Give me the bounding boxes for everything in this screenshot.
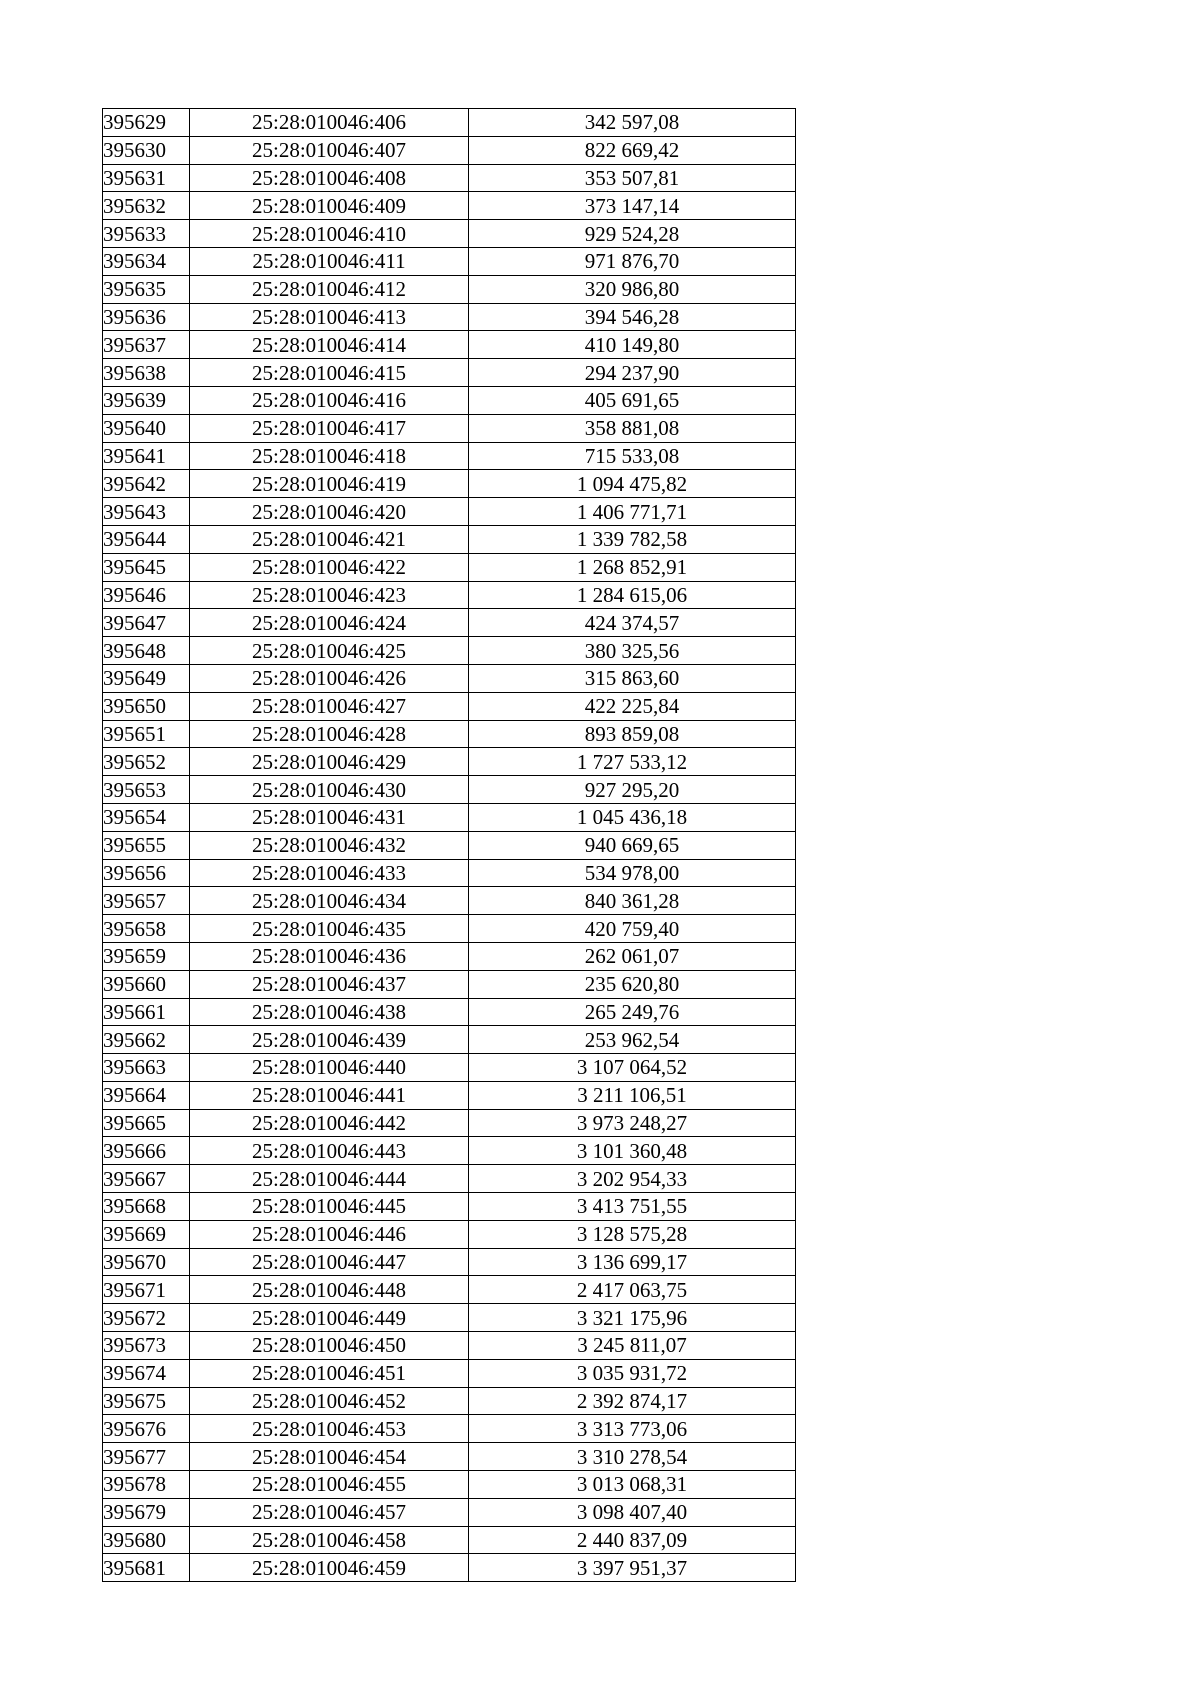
value-cell: 3 397 951,37	[469, 1554, 796, 1582]
row-number-cell: 395645	[103, 553, 190, 581]
table-row	[103, 915, 796, 943]
row-number-cell: 395644	[103, 525, 190, 553]
value-cell: 3 098 407,40	[469, 1498, 796, 1526]
table-row	[103, 1498, 796, 1526]
value-cell: 235 620,80	[469, 970, 796, 998]
value-cell: 405 691,65	[469, 386, 796, 414]
value-cell: 265 249,76	[469, 998, 796, 1026]
cadastral-number-cell: 25:28:010046:426	[190, 664, 469, 692]
table-row	[103, 998, 796, 1026]
table-row	[103, 720, 796, 748]
cadastral-number-cell: 25:28:010046:419	[190, 470, 469, 498]
cadastral-number-cell: 25:28:010046:455	[190, 1471, 469, 1499]
row-number-cell: 395638	[103, 359, 190, 387]
cadastral-number-cell: 25:28:010046:423	[190, 581, 469, 609]
table-row	[103, 581, 796, 609]
row-number-cell: 395646	[103, 581, 190, 609]
cadastral-number-cell: 25:28:010046:407	[190, 136, 469, 164]
cadastral-number-cell: 25:28:010046:420	[190, 498, 469, 526]
value-cell: 3 035 931,72	[469, 1359, 796, 1387]
value-cell: 840 361,28	[469, 887, 796, 915]
table-row	[103, 1026, 796, 1054]
value-cell: 3 013 068,31	[469, 1471, 796, 1499]
row-number-cell: 395652	[103, 748, 190, 776]
cadastral-number-cell: 25:28:010046:454	[190, 1443, 469, 1471]
table-row	[103, 664, 796, 692]
table-row	[103, 887, 796, 915]
row-number-cell: 395654	[103, 803, 190, 831]
value-cell: 3 128 575,28	[469, 1220, 796, 1248]
cadastral-number-cell: 25:28:010046:429	[190, 748, 469, 776]
cadastral-number-cell: 25:28:010046:442	[190, 1109, 469, 1137]
cadastral-number-cell: 25:28:010046:435	[190, 915, 469, 943]
value-cell: 394 546,28	[469, 303, 796, 331]
cadastral-number-cell: 25:28:010046:437	[190, 970, 469, 998]
table-row	[103, 1248, 796, 1276]
cadastral-number-cell: 25:28:010046:449	[190, 1304, 469, 1332]
cadastral-number-cell: 25:28:010046:434	[190, 887, 469, 915]
cadastral-number-cell: 25:28:010046:457	[190, 1498, 469, 1526]
cadastral-number-cell: 25:28:010046:443	[190, 1137, 469, 1165]
row-number-cell: 395663	[103, 1054, 190, 1082]
value-cell: 3 211 106,51	[469, 1081, 796, 1109]
value-cell: 1 268 852,91	[469, 553, 796, 581]
row-number-cell: 395637	[103, 331, 190, 359]
cadastral-number-cell: 25:28:010046:431	[190, 803, 469, 831]
value-cell: 929 524,28	[469, 220, 796, 248]
value-cell: 2 417 063,75	[469, 1276, 796, 1304]
value-cell: 320 986,80	[469, 275, 796, 303]
table-row	[103, 637, 796, 665]
value-cell: 1 339 782,58	[469, 525, 796, 553]
cadastral-number-cell: 25:28:010046:448	[190, 1276, 469, 1304]
cadastral-number-cell: 25:28:010046:411	[190, 247, 469, 275]
row-number-cell: 395642	[103, 470, 190, 498]
table-row	[103, 1276, 796, 1304]
row-number-cell: 395678	[103, 1471, 190, 1499]
row-number-cell: 395653	[103, 776, 190, 804]
table-row	[103, 1332, 796, 1360]
row-number-cell: 395647	[103, 609, 190, 637]
cadastral-number-cell: 25:28:010046:459	[190, 1554, 469, 1582]
cadastral-number-cell: 25:28:010046:425	[190, 637, 469, 665]
row-number-cell: 395667	[103, 1165, 190, 1193]
value-cell: 1 406 771,71	[469, 498, 796, 526]
cadastral-number-cell: 25:28:010046:412	[190, 275, 469, 303]
table-row	[103, 109, 796, 137]
table-row	[103, 1220, 796, 1248]
row-number-cell: 395677	[103, 1443, 190, 1471]
table-row	[103, 748, 796, 776]
cadastral-number-cell: 25:28:010046:414	[190, 331, 469, 359]
value-cell: 3 973 248,27	[469, 1109, 796, 1137]
value-cell: 2 440 837,09	[469, 1526, 796, 1554]
value-cell: 342 597,08	[469, 109, 796, 137]
table-row	[103, 859, 796, 887]
row-number-cell: 395659	[103, 942, 190, 970]
cadastral-number-cell: 25:28:010046:424	[190, 609, 469, 637]
cadastral-number-cell: 25:28:010046:421	[190, 525, 469, 553]
table-row	[103, 1471, 796, 1499]
table-row	[103, 970, 796, 998]
row-number-cell: 395639	[103, 386, 190, 414]
value-cell: 3 245 811,07	[469, 1332, 796, 1360]
cadastral-number-cell: 25:28:010046:418	[190, 442, 469, 470]
row-number-cell: 395666	[103, 1137, 190, 1165]
table-row	[103, 609, 796, 637]
cadastral-number-cell: 25:28:010046:445	[190, 1193, 469, 1221]
row-number-cell: 395632	[103, 192, 190, 220]
value-cell: 3 136 699,17	[469, 1248, 796, 1276]
table-body	[103, 109, 796, 1582]
table-row	[103, 1081, 796, 1109]
table-row	[103, 1415, 796, 1443]
table-row	[103, 1193, 796, 1221]
value-cell: 3 321 175,96	[469, 1304, 796, 1332]
row-number-cell: 395655	[103, 831, 190, 859]
table-row	[103, 1304, 796, 1332]
value-cell: 358 881,08	[469, 414, 796, 442]
value-cell: 3 313 773,06	[469, 1415, 796, 1443]
value-cell: 422 225,84	[469, 692, 796, 720]
cadastral-number-cell: 25:28:010046:447	[190, 1248, 469, 1276]
value-cell: 2 392 874,17	[469, 1387, 796, 1415]
table-row	[103, 192, 796, 220]
row-number-cell: 395657	[103, 887, 190, 915]
table-row	[103, 553, 796, 581]
cadastral-number-cell: 25:28:010046:436	[190, 942, 469, 970]
value-cell: 3 107 064,52	[469, 1054, 796, 1082]
table-row	[103, 164, 796, 192]
value-cell: 3 101 360,48	[469, 1137, 796, 1165]
table-row	[103, 386, 796, 414]
row-number-cell: 395661	[103, 998, 190, 1026]
row-number-cell: 395635	[103, 275, 190, 303]
value-cell: 534 978,00	[469, 859, 796, 887]
cadastral-number-cell: 25:28:010046:427	[190, 692, 469, 720]
row-number-cell: 395648	[103, 637, 190, 665]
table-row	[103, 1054, 796, 1082]
row-number-cell: 395679	[103, 1498, 190, 1526]
value-cell: 715 533,08	[469, 442, 796, 470]
value-cell: 315 863,60	[469, 664, 796, 692]
table-row	[103, 275, 796, 303]
cadastral-value-table	[102, 108, 796, 1582]
table-row	[103, 803, 796, 831]
value-cell: 1 094 475,82	[469, 470, 796, 498]
value-cell: 822 669,42	[469, 136, 796, 164]
row-number-cell: 395633	[103, 220, 190, 248]
value-cell: 3 413 751,55	[469, 1193, 796, 1221]
row-number-cell: 395641	[103, 442, 190, 470]
table-row	[103, 1137, 796, 1165]
table-row	[103, 1554, 796, 1582]
value-cell: 380 325,56	[469, 637, 796, 665]
value-cell: 373 147,14	[469, 192, 796, 220]
row-number-cell: 395649	[103, 664, 190, 692]
cadastral-number-cell: 25:28:010046:409	[190, 192, 469, 220]
value-cell: 1 727 533,12	[469, 748, 796, 776]
value-cell: 294 237,90	[469, 359, 796, 387]
row-number-cell: 395660	[103, 970, 190, 998]
row-number-cell: 395674	[103, 1359, 190, 1387]
row-number-cell: 395680	[103, 1526, 190, 1554]
value-cell: 424 374,57	[469, 609, 796, 637]
cadastral-number-cell: 25:28:010046:451	[190, 1359, 469, 1387]
cadastral-number-cell: 25:28:010046:444	[190, 1165, 469, 1193]
table-row	[103, 498, 796, 526]
cadastral-number-cell: 25:28:010046:417	[190, 414, 469, 442]
table-row	[103, 776, 796, 804]
cadastral-number-cell: 25:28:010046:406	[190, 109, 469, 137]
table-row	[103, 303, 796, 331]
table-row	[103, 414, 796, 442]
row-number-cell: 395665	[103, 1109, 190, 1137]
value-cell: 927 295,20	[469, 776, 796, 804]
table-row	[103, 470, 796, 498]
row-number-cell: 395643	[103, 498, 190, 526]
table-row	[103, 942, 796, 970]
row-number-cell: 395650	[103, 692, 190, 720]
table-row	[103, 1109, 796, 1137]
value-cell: 893 859,08	[469, 720, 796, 748]
table-row	[103, 247, 796, 275]
cadastral-number-cell: 25:28:010046:415	[190, 359, 469, 387]
cadastral-number-cell: 25:28:010046:408	[190, 164, 469, 192]
row-number-cell: 395636	[103, 303, 190, 331]
table-row	[103, 1387, 796, 1415]
table-row	[103, 1165, 796, 1193]
row-number-cell: 395669	[103, 1220, 190, 1248]
table-row	[103, 831, 796, 859]
row-number-cell: 395673	[103, 1332, 190, 1360]
cadastral-number-cell: 25:28:010046:430	[190, 776, 469, 804]
value-cell: 253 962,54	[469, 1026, 796, 1054]
cadastral-number-cell: 25:28:010046:453	[190, 1415, 469, 1443]
table-row	[103, 136, 796, 164]
row-number-cell: 395651	[103, 720, 190, 748]
cadastral-number-cell: 25:28:010046:458	[190, 1526, 469, 1554]
cadastral-number-cell: 25:28:010046:410	[190, 220, 469, 248]
table-row	[103, 1359, 796, 1387]
value-cell: 971 876,70	[469, 247, 796, 275]
value-cell: 410 149,80	[469, 331, 796, 359]
table-row	[103, 359, 796, 387]
cadastral-number-cell: 25:28:010046:450	[190, 1332, 469, 1360]
table-row	[103, 220, 796, 248]
cadastral-number-cell: 25:28:010046:432	[190, 831, 469, 859]
row-number-cell: 395681	[103, 1554, 190, 1582]
row-number-cell: 395675	[103, 1387, 190, 1415]
row-number-cell: 395676	[103, 1415, 190, 1443]
cadastral-number-cell: 25:28:010046:413	[190, 303, 469, 331]
row-number-cell: 395640	[103, 414, 190, 442]
cadastral-number-cell: 25:28:010046:433	[190, 859, 469, 887]
cadastral-number-cell: 25:28:010046:440	[190, 1054, 469, 1082]
row-number-cell: 395634	[103, 247, 190, 275]
row-number-cell: 395664	[103, 1081, 190, 1109]
value-cell: 353 507,81	[469, 164, 796, 192]
value-cell: 1 045 436,18	[469, 803, 796, 831]
table-row	[103, 525, 796, 553]
row-number-cell: 395672	[103, 1304, 190, 1332]
table-row	[103, 692, 796, 720]
cadastral-number-cell: 25:28:010046:416	[190, 386, 469, 414]
row-number-cell: 395658	[103, 915, 190, 943]
cadastral-number-cell: 25:28:010046:422	[190, 553, 469, 581]
table-row	[103, 1526, 796, 1554]
cadastral-number-cell: 25:28:010046:446	[190, 1220, 469, 1248]
cadastral-number-cell: 25:28:010046:438	[190, 998, 469, 1026]
cadastral-number-cell: 25:28:010046:439	[190, 1026, 469, 1054]
table-row	[103, 1443, 796, 1471]
value-cell: 262 061,07	[469, 942, 796, 970]
value-cell: 3 202 954,33	[469, 1165, 796, 1193]
row-number-cell: 395629	[103, 109, 190, 137]
row-number-cell: 395662	[103, 1026, 190, 1054]
cadastral-number-cell: 25:28:010046:428	[190, 720, 469, 748]
row-number-cell: 395631	[103, 164, 190, 192]
row-number-cell: 395670	[103, 1248, 190, 1276]
value-cell: 940 669,65	[469, 831, 796, 859]
row-number-cell: 395671	[103, 1276, 190, 1304]
cadastral-number-cell: 25:28:010046:452	[190, 1387, 469, 1415]
row-number-cell: 395656	[103, 859, 190, 887]
row-number-cell: 395668	[103, 1193, 190, 1221]
value-cell: 1 284 615,06	[469, 581, 796, 609]
table-row	[103, 331, 796, 359]
row-number-cell: 395630	[103, 136, 190, 164]
value-cell: 420 759,40	[469, 915, 796, 943]
value-cell: 3 310 278,54	[469, 1443, 796, 1471]
table-row	[103, 442, 796, 470]
cadastral-number-cell: 25:28:010046:441	[190, 1081, 469, 1109]
